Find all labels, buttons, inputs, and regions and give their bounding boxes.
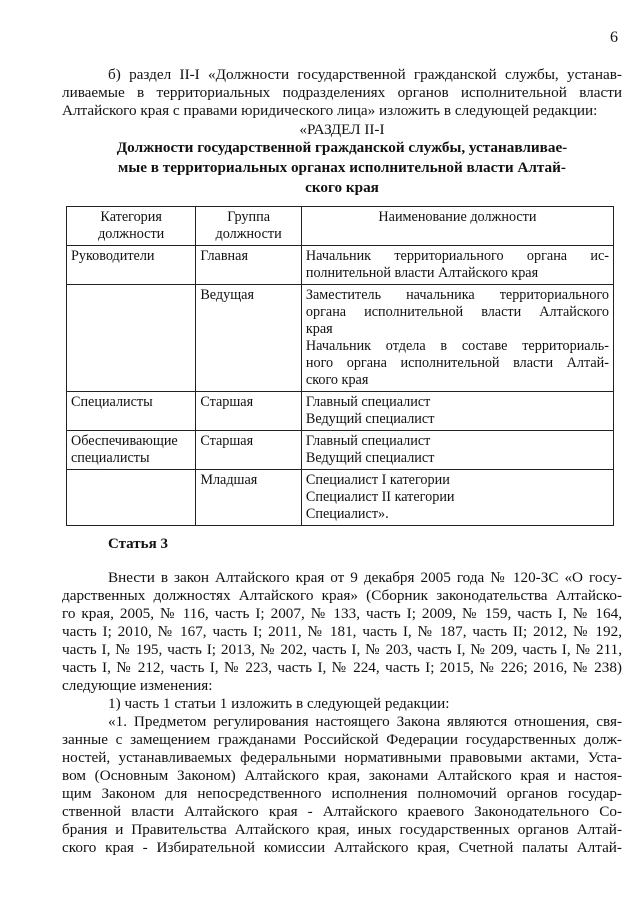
section-title-line: ского края: [305, 179, 379, 196]
position-line: Начальник территориального органа ис-: [305, 248, 609, 264]
section-label: «РАЗДЕЛ II-I: [299, 121, 385, 138]
position-line: ного органа исполнительной власти Алтай-: [305, 355, 609, 371]
position-line: Начальник отдела в составе территориаль-: [305, 338, 609, 354]
quote-line: занные с замещением гражданами Российской Федерации государственных долж-: [62, 731, 622, 748]
cell-positions: [301, 246, 613, 285]
position-line: органа исполнительной власти Алтайского: [305, 304, 609, 320]
section-title-line: Должности государственной гражданской службы, устанавливае-: [116, 139, 568, 156]
section-title-line: мые в территориальных органах исполнительной власти Алтай-: [118, 159, 566, 176]
page-number: 6: [610, 29, 618, 46]
table-row: [67, 392, 614, 431]
position-line: Главный специалист: [305, 394, 431, 410]
header-text: Категория: [100, 209, 162, 225]
cell-group: Старшая: [196, 392, 302, 431]
cell-group: Старшая: [196, 431, 302, 470]
header-category: [67, 207, 196, 246]
position-line: Ведущий специалист: [305, 411, 435, 427]
article-line: следующие изменения:: [62, 677, 213, 694]
table-header-row: [67, 207, 614, 246]
cell-group: Младшая: [196, 470, 302, 526]
cell-group: Ведущая: [196, 285, 302, 392]
cell-category: [67, 470, 196, 526]
cell-positions: [301, 285, 613, 392]
quote-line: щим Законом для непосредственного исполнения полномочий органов государ-: [62, 785, 622, 802]
cell-positions: [301, 431, 613, 470]
position-line: ского края: [305, 372, 369, 388]
position-line: Специалист II категории: [305, 489, 455, 505]
cell-positions: [301, 392, 613, 431]
header-text: должности: [98, 226, 165, 242]
cell-positions: [301, 470, 613, 526]
quote-line: «1. Предметом регулирования настоящего Закона являются отношения, свя-: [108, 713, 622, 730]
article-line: го края, 2005, № 116, часть I; 2007, № 133, часть I; 2009, № 159, часть I, № 164,: [62, 605, 622, 622]
section-title: [62, 138, 622, 198]
cell-category: Руководители: [67, 246, 196, 285]
intro-paragraph: [62, 66, 622, 120]
article-line: дарственных должностях Алтайского края» (Сборник законодательства Алтайско-: [62, 587, 622, 604]
item-1-text: 1) часть 1 статьи 1 изложить в следующей редакции:: [108, 695, 450, 712]
position-line: полнительной власти Алтайского края: [305, 265, 539, 281]
table-row: [67, 246, 614, 285]
article-paragraph: [62, 569, 622, 695]
position-line: Специалист».: [305, 506, 389, 522]
table-row: [67, 285, 614, 392]
position-line: Заместитель начальника территориального: [305, 287, 609, 303]
cell-group: Главная: [196, 246, 302, 285]
intro-line: ливаемые в территориальных подразделениях органов исполнительной власти: [62, 84, 622, 101]
quote-line: ственной власти Алтайского края - Алтайского краевого Законодательного Со-: [62, 803, 622, 820]
quote-paragraph: [62, 713, 622, 857]
header-text: должности: [215, 226, 282, 242]
intro-line: б) раздел II-I «Должности государственной гражданской службы, устанав-: [108, 66, 622, 83]
cell-category: [67, 285, 196, 392]
quote-line: ностей, устанавливаемых федеральными нормативными правовыми актами, Уста-: [62, 749, 622, 766]
header-text: Наименование должности: [378, 209, 537, 225]
position-line: Специалист I категории: [305, 472, 450, 488]
table-row: [67, 431, 614, 470]
header-position: [301, 207, 613, 246]
header-text: Группа: [227, 209, 271, 225]
position-line: Главный специалист: [305, 433, 431, 449]
article-heading: Статья 3: [108, 536, 168, 552]
article-line: Внести в закон Алтайского края от 9 декабря 2005 года № 120-ЗС «О госу-: [108, 569, 622, 586]
article-line: часть I, № 195, часть I; 2013, № 202, часть I, № 203, часть I, № 209, часть I, № 211,: [62, 641, 622, 658]
quote-line: ского края - Избирательной комиссии Алтайского края, Счетной палаты Алтай-: [62, 839, 622, 856]
article-line: часть I, № 212, часть I, № 223, часть I, № 224, часть I; 2015, № 226; 2016, № 238): [62, 659, 622, 676]
header-group: [196, 207, 302, 246]
article-line: часть I; 2010, № 167, часть I; 2011, № 181, часть I, № 187, часть II; 2012, № 192,: [62, 623, 622, 640]
position-line: края: [305, 321, 333, 337]
position-line: Ведущий специалист: [305, 450, 435, 466]
quote-line: брания и Правительства Алтайского края, иных государственных органов Алтай-: [62, 821, 622, 838]
cell-category: Обеспечивающие специалисты: [67, 431, 196, 470]
item-1: [62, 695, 622, 713]
cell-category: Специалисты: [67, 392, 196, 431]
intro-line: Алтайского края с правами юридического лица» изложить в следующей редакции:: [62, 102, 598, 119]
table-row: [67, 470, 614, 526]
positions-table: [66, 206, 614, 526]
quote-line: вом (Основным Законом) Алтайского края, законами Алтайского края и настоя-: [62, 767, 622, 784]
